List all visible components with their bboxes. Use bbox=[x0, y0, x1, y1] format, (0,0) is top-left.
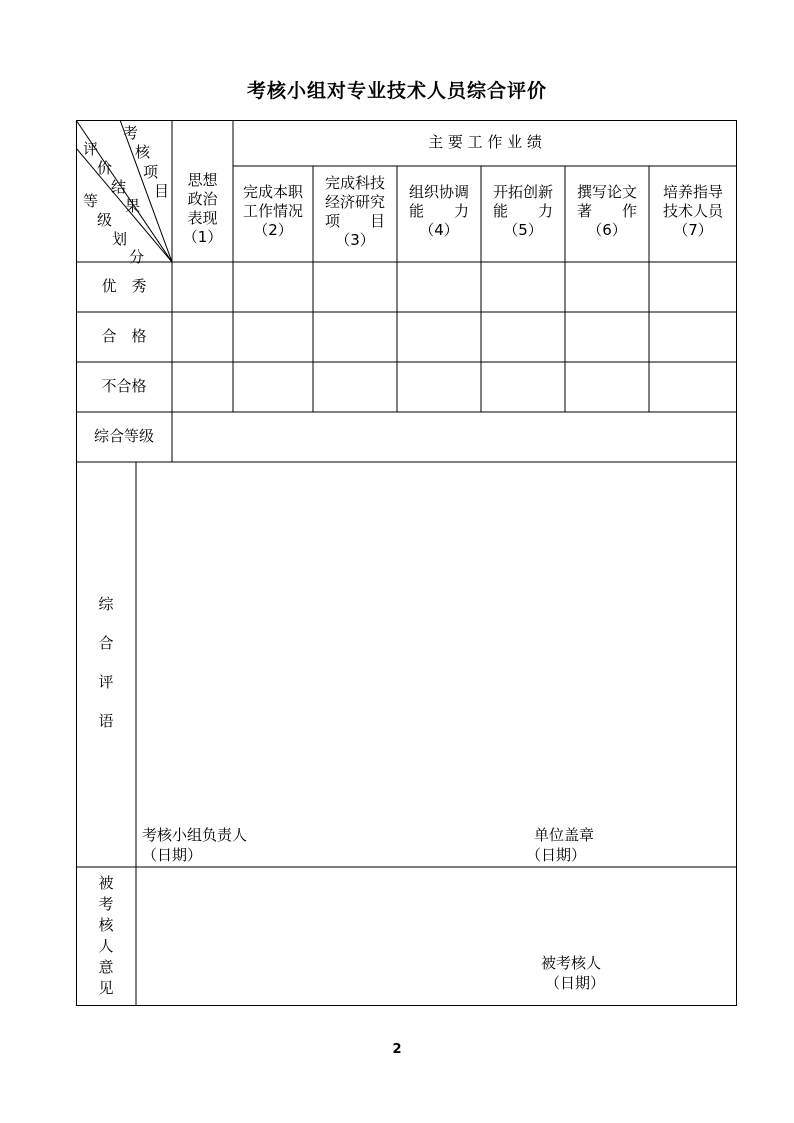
diag-text-kao: 考 bbox=[123, 124, 139, 142]
row-label-excellent: 优 秀 bbox=[101, 277, 147, 295]
diag-text-mu: 目 bbox=[154, 182, 170, 200]
assessee-signature-label: 被考核人 bbox=[541, 954, 602, 972]
comment-label-char-3: 评 bbox=[98, 673, 114, 691]
assessee-date-label: （日期） bbox=[545, 974, 606, 992]
diag-text-he: 核 bbox=[135, 143, 151, 161]
overall-grade-label: 综合等级 bbox=[93, 427, 154, 445]
main-group-label: 主 要 工 作 业 绩 bbox=[428, 133, 542, 151]
column-header-6: 撰写论文 著 作 （6） bbox=[576, 183, 637, 239]
comment-label-char-2: 合 bbox=[98, 634, 114, 652]
leader-signature-label: 考核小组负责人 bbox=[142, 826, 248, 844]
opinion-label-char-2: 考 bbox=[98, 895, 114, 913]
leader-date-label: （日期） bbox=[142, 846, 203, 864]
diag-text-ji: 级 bbox=[97, 211, 113, 229]
opinion-label-char-4: 人 bbox=[98, 937, 114, 955]
row-label-fail: 不合格 bbox=[101, 377, 147, 395]
table-grid bbox=[76, 120, 737, 1006]
opinion-label-char-3: 核 bbox=[98, 916, 114, 934]
table-border bbox=[77, 121, 737, 1006]
column-header-3: 完成科技 经济研究 项 目 （3） bbox=[324, 174, 385, 249]
opinion-label-char-5: 意 bbox=[98, 958, 114, 976]
diag-text-ping: 评 bbox=[83, 140, 99, 158]
column-header-2: 完成本职 工作情况 （2） bbox=[242, 183, 303, 239]
comment-label-char-4: 语 bbox=[98, 712, 114, 730]
diag-text-guo: 果 bbox=[125, 197, 141, 215]
column-header-4: 组织协调 能 力 （4） bbox=[408, 183, 469, 239]
evaluation-table bbox=[76, 120, 737, 1006]
diag-text-fen: 分 bbox=[129, 248, 145, 266]
comment-label-char-1: 综 bbox=[98, 595, 114, 613]
diag-text-hua: 划 bbox=[112, 230, 128, 248]
diag-text-xiang: 项 bbox=[143, 163, 159, 181]
column-header-5: 开拓创新 能 力 （5） bbox=[492, 183, 553, 239]
row-label-pass: 合 格 bbox=[101, 327, 147, 345]
opinion-label-char-6: 见 bbox=[98, 979, 114, 997]
seal-date-label: （日期） bbox=[526, 846, 587, 864]
column-header-7: 培养指导 技术人员 （7） bbox=[662, 183, 723, 239]
diag-text-jia: 价 bbox=[97, 159, 113, 177]
page-number: 2 bbox=[392, 1042, 402, 1057]
seal-label: 单位盖章 bbox=[534, 826, 595, 844]
diag-text-jie: 结 bbox=[111, 178, 127, 196]
page-title: 考核小组对专业技术人员综合评价 bbox=[246, 80, 547, 102]
diag-text-deng: 等 bbox=[83, 192, 99, 210]
opinion-label-char-1: 被 bbox=[98, 874, 114, 892]
column-header-1: 思想 政治 表现 （1） bbox=[182, 171, 223, 246]
